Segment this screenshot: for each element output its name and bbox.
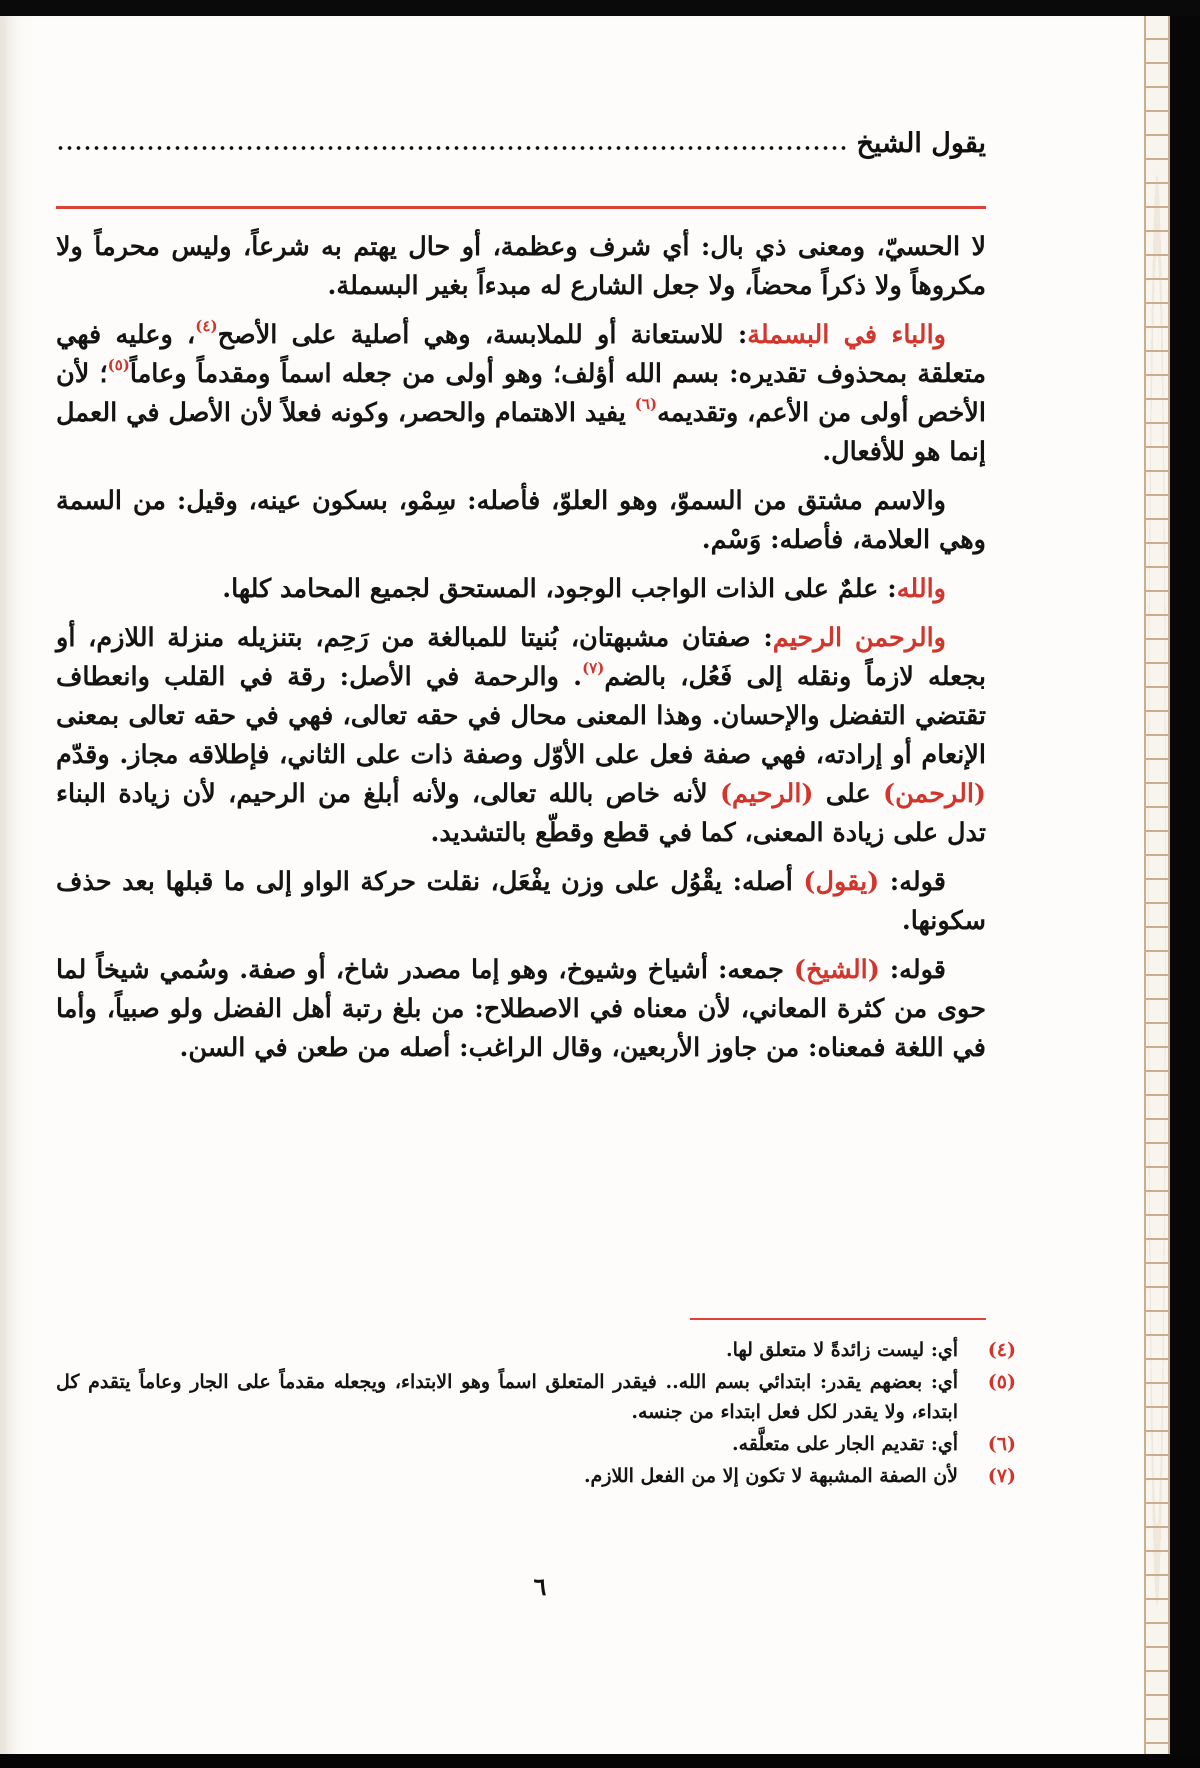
page-number: ٦ [533, 1572, 547, 1601]
highlighted-term: (الرحيم) [719, 779, 814, 809]
footnote-text: أي: تقديم الجار على متعلَّقه. [732, 1433, 958, 1455]
paragraph-allah: والله: علمٌ على الذات الواجب الوجود، المستحق لجميع المحامد كلها. [222, 574, 946, 604]
footnote-text: لأن الصفة المشبهة لا تكون إلا من الفعل اللازم. [583, 1465, 958, 1487]
footnote-ref: (٥) [107, 356, 130, 374]
footnote-rule [690, 1318, 986, 1320]
footnote-number: (٧) [987, 1465, 1016, 1487]
highlighted-term: (يقول) [803, 867, 880, 897]
scan-top-border [0, 0, 1200, 16]
body-text [56, 228, 986, 1078]
footnote-ref: (٧) [582, 659, 605, 677]
running-title: يقول الشيخ [856, 128, 986, 159]
highlighted-term: (الشيخ) [793, 955, 880, 985]
highlighted-term: والله [896, 574, 946, 604]
header-rule [56, 206, 986, 209]
footnote-number: (٦) [987, 1433, 1016, 1455]
footnote-text: أي: ليست زائدةً لا متعلق لها. [725, 1339, 958, 1361]
footnote-item [56, 1367, 1016, 1427]
highlighted-term: والرحمن الرحيم [772, 623, 946, 653]
footnote-number: (٤) [987, 1339, 1016, 1361]
footnote-number: (٥) [987, 1371, 1016, 1393]
highlighted-term: (الرحمن) [883, 779, 986, 809]
footnote-ref: (٤) [195, 317, 218, 335]
paragraph-rahman-rahim: والرحمن الرحيم: صفتان مشبهتان، بُنيتا للمبالغة من رَحِم، بتنزيله منزلة اللازم، أو بجعله لازماً ونقله إلى فَعُل، بالضم$^{(٧)}$. والرحمة في الأصل: رقة في القلب وانعطاف تقتضي التفضل والإحسان. وهذا المعنى محال في حقه تعالى، فهي في حقه تعالى بمعنى الإنعام أو إرادته، فهي صفة فعل على الأوّل وصفة ذات على الثاني، فإطلاقه مجاز. وقدّم (الرحمن) على (الرحيم) لأنه خاص بالله تعالى، ولأنه أبلغ من الرحيم، لأن زيادة البناء تدل على زيادة المعنى، كما في قطع وقطّع بالتشديد. [56, 623, 986, 848]
footnote-ref: (٦) [634, 395, 658, 413]
footnote-item [56, 1429, 1016, 1459]
paragraph: لا الحسيّ، ومعنى ذي بال: أي شرف وعظمة، أو حال يهتم به شرعاً، وليس محرماً ولا مكروهاً ولا ذكراً محضاً، ولا جعل الشارع له مبدءاً بغير البسملة. [56, 232, 986, 301]
binding-pattern [1144, 16, 1170, 1764]
scan-right-border [1170, 16, 1200, 1768]
footnote-text: أي: بعضهم يقدر: ابتدائي بسم الله.. فيقدر المتعلق اسماً وهو الابتداء، ويجعله مقدماً على الجار وعاماً يتقدم كل ابتداء، ولا يقدر لكل فعل ابتداء من جنسه. [56, 1371, 958, 1423]
scan-bottom-border [0, 1754, 1200, 1768]
running-header [56, 128, 986, 159]
footnotes [56, 1335, 1016, 1493]
footnote-item [56, 1461, 1016, 1491]
paragraph-yaqul: قوله: (يقول) أصله: يقْوُل على وزن يفْعَل، نقلت حركة الواو إلى ما قبلها بعد حذف سكونها. [56, 867, 986, 936]
paragraph-basmala-ba: والباء في البسملة: للاستعانة أو للملابسة، وهي أصلية على الأصح$^{(٤)}$، وعليه فهي متعلقة بمحذوف تقديره: بسم الله أؤلف؛ وهو أولى من جعله اسماً ومقدماً وعاماً$^{(٥)}$؛ لأن الأخص أولى من الأعم، وتقديمه$^{(٦)}$ يفيد الاهتمام والحصر، وكونه فعلاً لأن الأصل في العمل إنما هو للأفعال. [56, 317, 986, 467]
paragraph-shaykh: قوله: (الشيخ) جمعه: أشياخ وشيوخ، وهو إما مصدر شاخ، أو صفة. وسُمي شيخاً لما حوى من كثرة المعاني، لأن معناه في الاصطلاح: من بلغ رتبة أهل الفضل ولو صبياً، وأما في اللغة فمعناه: من جاوز الأربعين، وقال الراغب: أصله من طعن في السن. [56, 955, 986, 1063]
highlighted-term: والباء في البسملة [747, 320, 946, 350]
paragraph-ism: والاسم مشتق من السموّ، وهو العلوّ، فأصله: سِمْو، بسكون عينه، وقيل: من السمة وهي العلامة، فأصله: وَسْم. [56, 486, 986, 555]
dotted-leader [56, 145, 848, 151]
footnote-item [56, 1335, 1016, 1365]
